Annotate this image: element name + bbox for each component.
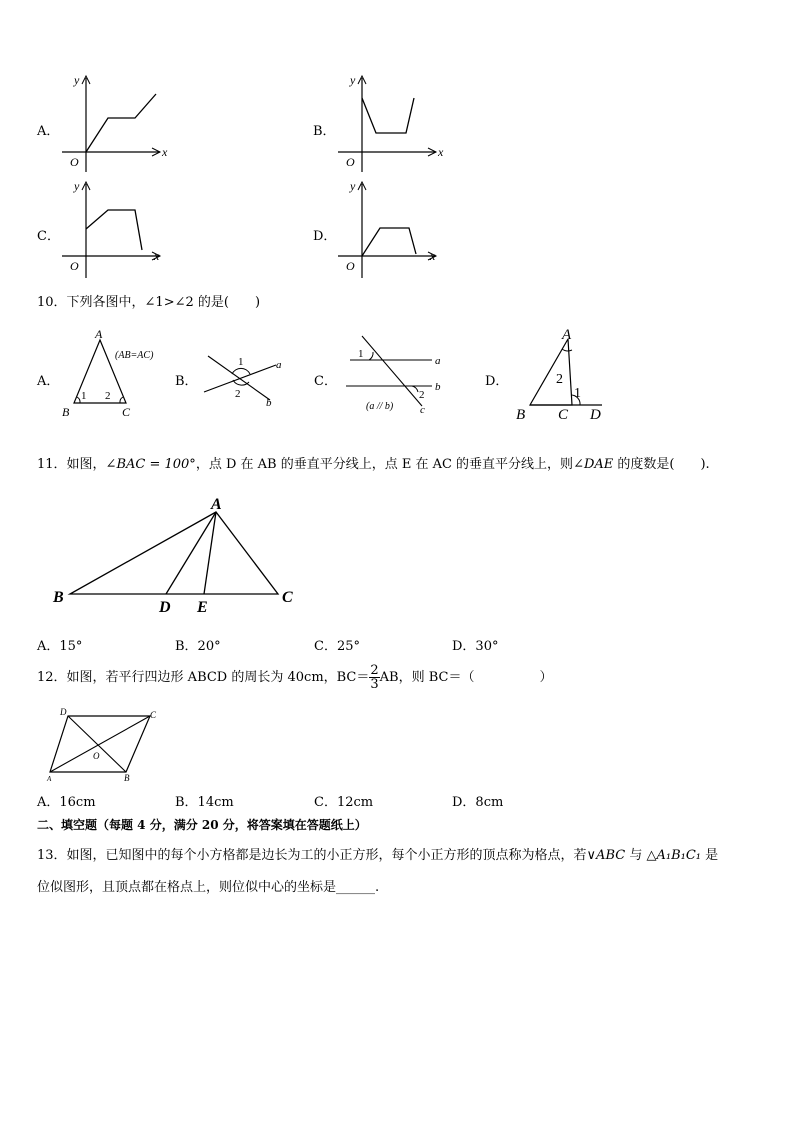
q12-vertex-b: B: [124, 773, 130, 782]
q10c-note: (a // b): [366, 401, 394, 412]
q9c-y-label: y: [74, 179, 80, 193]
q11-angle-bac: ∠BAC = 100°: [105, 457, 196, 472]
q10c-line-a: a: [435, 355, 441, 367]
q10a-vertex-b: B: [62, 405, 70, 419]
q12-option-b[interactable]: B．14cm: [175, 795, 234, 810]
q11-vertex-c: C: [282, 589, 293, 606]
q9-graph-b: [336, 72, 446, 180]
q9-graph-a: [60, 72, 170, 180]
q10c-angle-2: 2: [419, 389, 425, 401]
q11-option-a[interactable]: A．15°: [37, 639, 83, 654]
q12-option-d[interactable]: D．8cm: [452, 795, 504, 810]
q10d-angle-2: 2: [556, 372, 563, 387]
q9b-origin: O: [346, 155, 355, 169]
q9-graph-d: [336, 178, 446, 283]
q11-stem-post: 的度数是( ).: [613, 457, 710, 472]
q13-triangle-abc: ∨ABC: [586, 848, 626, 863]
q11-vertex-d: D: [159, 599, 171, 614]
q12-stem: [37, 664, 553, 691]
q9c-x-label: x: [154, 249, 160, 263]
q10-b-label: B．: [175, 374, 198, 389]
q9-option-b-label: B．: [313, 124, 336, 139]
q9b-x-label: x: [438, 145, 444, 159]
q13-triangle-a1b1c1: △A₁B₁C₁: [646, 848, 701, 863]
q11-option-d[interactable]: D．30°: [452, 639, 499, 654]
q10a-vertex-c: C: [122, 405, 131, 419]
q11-stem-pre: 11．如图，: [37, 457, 106, 472]
q12-stem-post: AB，则 BC＝（ ）: [379, 670, 553, 685]
q12-frac-num: 2: [370, 663, 379, 678]
q10c-line-b: b: [435, 381, 441, 393]
q10-c-label: C．: [314, 374, 337, 389]
q10a-note: (AB=AC): [115, 350, 154, 361]
q10d-vertex-c: C: [558, 407, 569, 423]
q10-figure-b: [200, 350, 290, 410]
q9d-y-label: y: [350, 179, 356, 193]
section-2-title: 二、填空题（每题 4 分，满分 20 分，将答案填在答题纸上）: [37, 818, 367, 832]
q10d-angle-1: 1: [574, 386, 581, 401]
q10b-line-b: b: [266, 397, 272, 409]
q10d-vertex-b: B: [516, 407, 526, 423]
q10c-line-c: c: [420, 404, 425, 416]
q13-line-2: 位似图形，且顶点都在格点上，则位似中心的坐标是______.: [37, 880, 380, 895]
q10a-vertex-a: A: [95, 328, 103, 341]
q10-stem: 10．下列各图中，∠1>∠2 的是( ): [37, 295, 261, 310]
q11-option-c[interactable]: C．25°: [314, 639, 360, 654]
q13-line1-post: 是: [701, 848, 719, 863]
q11-figure: [48, 492, 308, 614]
q12-option-c[interactable]: C．12cm: [314, 795, 374, 810]
q13-line1-pre: 13．如图，已知图中的每个小方格都是边长为工的小正方形，每个小正方形的顶点称为格点，若: [37, 848, 587, 863]
q11-vertex-a: A: [211, 496, 222, 513]
q9-graph-c: [60, 178, 170, 283]
q12-figure: [44, 704, 174, 782]
q9-option-d-label: D．: [313, 229, 337, 244]
q9-option-a-label: A．: [37, 124, 60, 139]
q12-vertex-o: O: [93, 751, 100, 761]
q12-frac-den: 3: [370, 677, 379, 692]
q9d-origin: O: [346, 259, 355, 273]
q9b-y-label: y: [350, 73, 356, 87]
q10b-angle-1: 1: [238, 356, 244, 368]
q10-figure-c: [340, 332, 460, 420]
q10b-line-a: a: [276, 359, 282, 371]
q13-mid: 与: [625, 848, 647, 863]
q9a-y-label: y: [74, 73, 80, 87]
q10d-vertex-d: D: [590, 407, 601, 423]
q10c-angle-1: 1: [358, 348, 364, 360]
q12-vertex-c: C: [150, 710, 157, 720]
q11-option-b[interactable]: B．20°: [175, 639, 221, 654]
q11-stem-mid: ，点 D 在 AB 的垂直平分线上，点 E 在 AC 的垂直平分线上，则: [195, 457, 574, 472]
q9d-x-label: x: [430, 249, 436, 263]
q10d-vertex-a: A: [562, 327, 572, 343]
q10-a-label: A．: [37, 374, 60, 389]
q11-stem: [37, 453, 710, 472]
q9c-origin: O: [70, 259, 79, 273]
q12-fraction: [369, 664, 379, 691]
q10b-angle-2: 2: [235, 388, 241, 400]
q10a-angle-1: 1: [81, 390, 87, 402]
q12-vertex-d: D: [60, 707, 67, 717]
q10-d-label: D．: [485, 374, 509, 389]
q12-stem-pre: 12．如图，若平行四边形 ABCD 的周长为 40cm，BC＝: [37, 670, 370, 685]
q10a-angle-2: 2: [105, 390, 111, 402]
q9a-origin: O: [70, 155, 79, 169]
q9a-x-label: x: [162, 145, 168, 159]
q12-option-a[interactable]: A．16cm: [37, 795, 96, 810]
q10-figure-d: [510, 325, 610, 423]
q11-vertex-b: B: [53, 589, 64, 606]
q11-angle-dae: ∠DAE: [573, 457, 614, 472]
q9-option-c-label: C．: [37, 229, 60, 244]
q13-line-1: [37, 844, 718, 863]
q10-figure-a: [58, 328, 178, 420]
q11-vertex-e: E: [197, 599, 208, 614]
q12-vertex-a: A: [47, 775, 52, 782]
